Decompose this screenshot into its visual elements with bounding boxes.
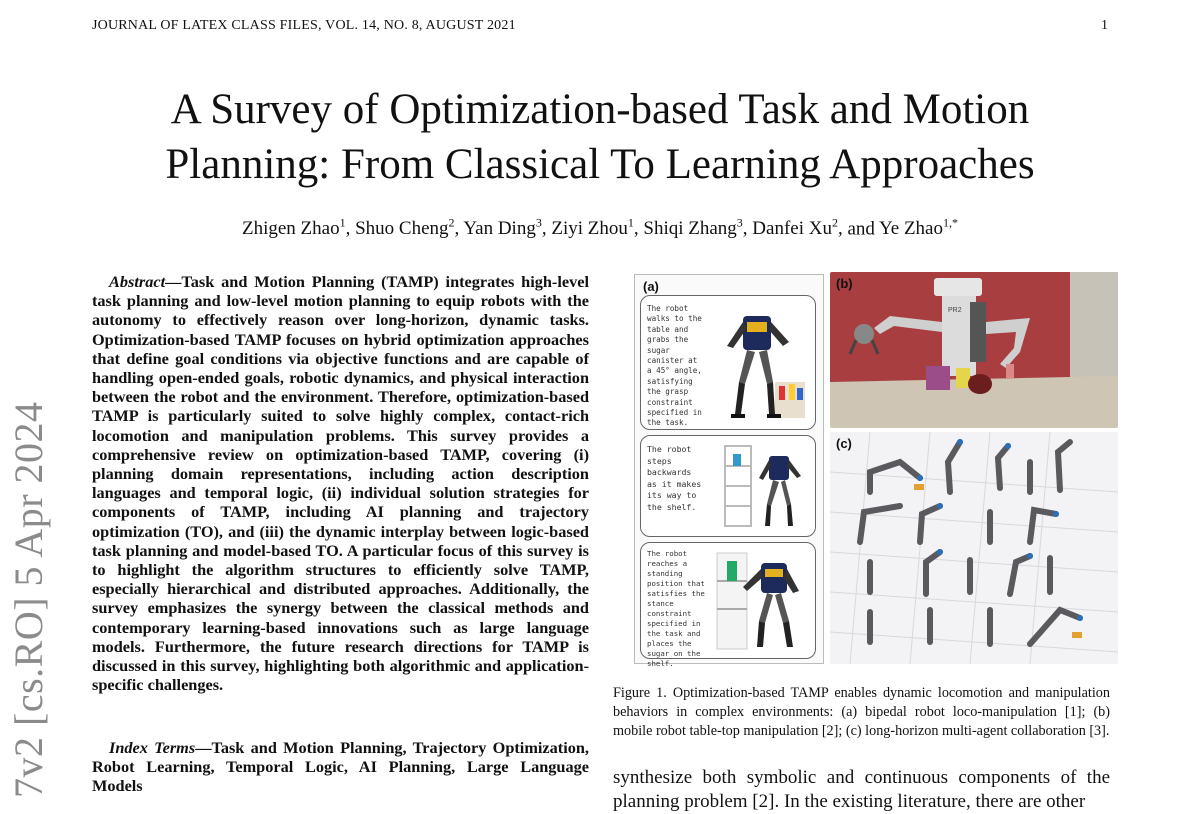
multi-arm-collaboration-image [830, 432, 1118, 664]
robot-tag: PR2 [948, 307, 962, 314]
author: Danfei Xu$^2$, [752, 216, 848, 240]
title-line-1: A Survey of Optimization-based Task and Motion [170, 86, 1030, 133]
subpanel-walk [640, 295, 816, 430]
author: Zhigen Zhao$^1$, [241, 216, 356, 240]
panel-label-c: (c) [836, 436, 852, 451]
subpanel-place [640, 542, 816, 668]
subpanel-step-back [640, 435, 816, 537]
author: Shiqi Zhang$^3$, [643, 216, 753, 240]
subpanel-text: The robot steps backwards as it makes its way to the shelf. [647, 444, 702, 512]
running-header: JOURNAL OF LATEX CLASS FILES, VOL. 14, NO. 8, AUGUST 2021 [92, 18, 516, 33]
title-line-2: Planning: From Classical To Learning Approaches [165, 141, 1035, 188]
page-number: 1 [1101, 18, 1108, 33]
abstract [92, 272, 589, 694]
subpanel-text: The robot reaches a standing position that satisfies the stance constraint specified in the task and places the sugar on the shelf. [647, 549, 705, 668]
figure-panel-c [830, 432, 1118, 664]
subpanel-text: The robot walks to the table and grabs the sugar canister at a 45° angle, satisfying the grasp constraint specified in the task. [647, 304, 702, 428]
panel-label-a: (a) [643, 279, 659, 294]
index-terms [92, 738, 589, 796]
author: Shuo Cheng$^2$, [355, 216, 464, 240]
author-list [60, 216, 1140, 240]
figure-1 [628, 268, 1118, 668]
abstract-text: —Task and Motion Planning (TAMP) integrates high-level task planning and low-level motion planning to equip robots with the autonomy to effectively reason over long-horizon, dynamic tasks. Optimization-based TAMP focuses on hybrid optimization approaches that define goal conditions via objective functions and are capable of handling open-ended goals, robotic dynamics, and physical interaction between the robot and the environment. Therefore, optimization-based TAMP is particularly suited to solve highly complex, contact-rich locomotion and manipulation problems. This survey provides a comprehensive review on optimization-based TAMP, covering (i) planning domain representations, including action description languages and temporal logic, (ii) individual solution strategies for components of TAMP, including AI planning and trajectory optimization (TO), and (iii) the dynamic interplay between logic-based task planning and model-based TO. A particular focus of this survey is to highlight the algorithm structures to efficiently solve TAMP, especially hierarchical and distributed approaches. Additionally, the survey emphasizes the synergy between the classical methods and contemporary learning-based innovations such as large language models. Furthermore, the future research directions for TAMP is discussed in this survey, highlighting both algorithmic and application-specific challenges. [92, 272, 589, 695]
bipedal-robot-shelf-image [719, 442, 811, 532]
index-terms-text: —Task and Motion Planning, Trajectory Optimization, Robot Learning, Temporal Logic, AI Planning, Large Language Models [92, 738, 589, 796]
author: Ye Zhao$^{1,*}$ [878, 216, 958, 240]
panel-label-b: (b) [836, 276, 853, 291]
arxiv-stamp: 7v2 [cs.RO] 5 Apr 2024 [6, 401, 51, 798]
bipedal-robot-image [713, 302, 811, 424]
pr2-robot-scene-image [830, 272, 1118, 428]
figure-panel-b [830, 272, 1118, 428]
figure-panel-a [634, 274, 824, 668]
body-paragraph: synthesize both symbolic and continuous components of the planning problem [2]. In the existing literature, there are other [613, 767, 1110, 812]
figure-caption: Figure 1. Optimization-based TAMP enables dynamic locomotion and manipulation behaviors in complex environments: (a) bipedal robot loco-manipulation [1]; (b) mobile robot table-top manipulation [2]; (c) long-horizon multi-agent collaboration [3]. [613, 685, 1110, 739]
author: Ziyi Zhou$^1$, [551, 216, 644, 240]
author: Yan Ding$^3$, [463, 216, 552, 240]
index-terms-lead: Index Terms [109, 738, 196, 757]
paper-title [60, 82, 1140, 192]
abstract-lead: Abstract [109, 272, 166, 291]
author-conjunction: and [847, 218, 875, 240]
bipedal-robot-place-image [713, 547, 811, 655]
